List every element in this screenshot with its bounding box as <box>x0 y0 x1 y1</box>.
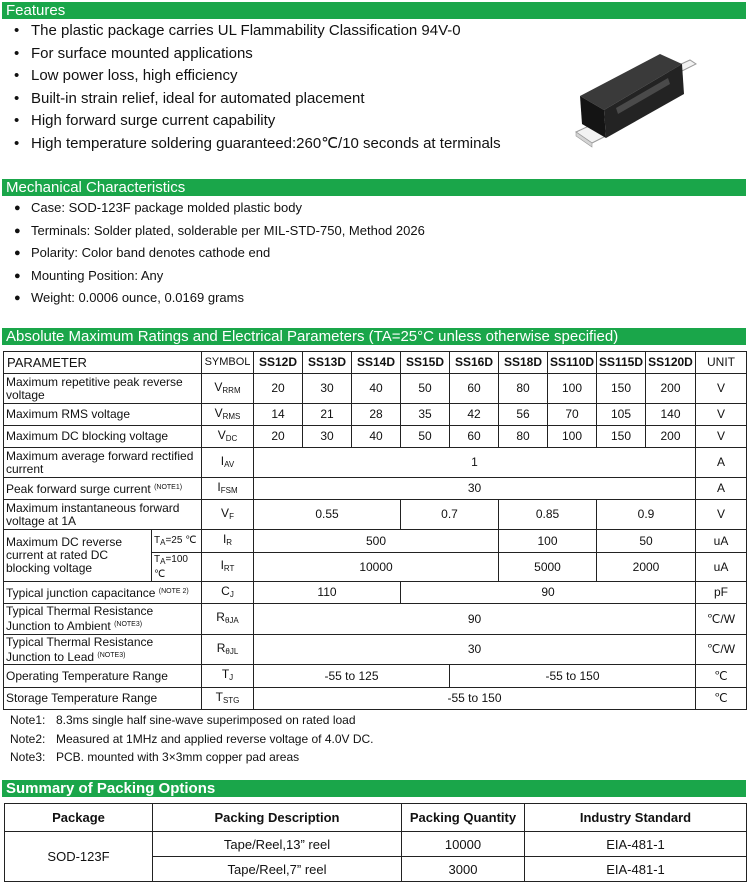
part-header: SS18D <box>499 352 548 374</box>
value-cell: 50 <box>597 530 696 553</box>
symbol-header: SYMBOL <box>202 352 254 374</box>
condition-cell: $T_A=100$ ℃ <box>152 553 202 582</box>
unit-cell: ℃ <box>696 665 747 688</box>
value-cell: 90 <box>254 604 696 635</box>
value-cell: 35 <box>401 404 450 426</box>
value-cell: 110 <box>254 582 401 604</box>
param-label: Maximum DC reverse current at rated DC blocking voltage <box>4 530 152 582</box>
list-item: ● Polarity: Color band denotes cathode end <box>14 242 425 265</box>
unit-cell: V <box>696 374 747 404</box>
condition-cell: $T_A=25$ ℃ <box>152 530 202 553</box>
value-cell: 40 <box>352 426 401 448</box>
sod-123f-package-image <box>572 48 698 150</box>
description-header: Packing Description <box>153 804 402 832</box>
package-cell: SOD-123F <box>5 832 153 882</box>
description-cell: Tape/Reel,7” reel <box>153 857 402 882</box>
param-label: Typical junction capacitance $^{(NOTE 2)}$ <box>4 582 202 604</box>
table-row <box>4 530 747 553</box>
table-row <box>4 404 747 426</box>
symbol-cell: $V_F$ <box>202 500 254 530</box>
symbol-cell: $I_{FSM}$ <box>202 478 254 500</box>
symbol-cell: $V_{RRM}$ <box>202 374 254 404</box>
table-row <box>4 688 747 710</box>
unit-cell: ℃/W <box>696 635 747 665</box>
unit-cell: A <box>696 448 747 478</box>
value-cell: 5000 <box>499 553 597 582</box>
value-cell: 10000 <box>254 553 499 582</box>
value-cell: 100 <box>548 426 597 448</box>
part-header: SS16D <box>450 352 499 374</box>
quantity-cell: 10000 <box>402 832 525 857</box>
value-cell: 50 <box>401 374 450 404</box>
table-row <box>4 604 747 635</box>
part-header: SS14D <box>352 352 401 374</box>
value-cell: 2000 <box>597 553 696 582</box>
table-row <box>4 426 747 448</box>
standard-header: Industry Standard <box>525 804 747 832</box>
list-item: ● Terminals: Solder plated, solderable per MIL-STD-750, Method 2026 <box>14 220 425 243</box>
value-cell: 40 <box>352 374 401 404</box>
bullet-icon: • <box>14 89 20 107</box>
bullet-icon: ● <box>14 202 21 214</box>
unit-cell: A <box>696 478 747 500</box>
unit-cell: V <box>696 500 747 530</box>
table-header-row <box>4 352 747 374</box>
value-cell: 200 <box>646 374 696 404</box>
part-header: SS13D <box>303 352 352 374</box>
bullet-icon: • <box>14 134 20 152</box>
param-label: Maximum average forward rectified current <box>4 448 202 478</box>
symbol-cell: $T_{STG}$ <box>202 688 254 710</box>
bullet-icon: ● <box>14 292 21 305</box>
standard-cell: EIA-481-1 <box>525 832 747 857</box>
note-row: Note1: 8.3ms single half sine-wave superimposed on rated load <box>10 713 356 727</box>
table-header-row <box>5 804 747 832</box>
value-cell: 20 <box>254 374 303 404</box>
mechanical-list <box>14 197 425 310</box>
value-cell: 50 <box>401 426 450 448</box>
symbol-cell: $I_{AV}$ <box>202 448 254 478</box>
param-label: Typical Thermal Resistance Junction to Lead $^{(NOTE3)}$ <box>4 635 202 665</box>
value-cell: 140 <box>646 404 696 426</box>
part-header: SS12D <box>254 352 303 374</box>
value-cell: -55 to 150 <box>254 688 696 710</box>
value-cell: -55 to 125 <box>254 665 450 688</box>
unit-cell: ℃ <box>696 688 747 710</box>
list-item: ● Case: SOD-123F package molded plastic body <box>14 197 425 220</box>
packing-heading: Summary of Packing Options <box>2 780 746 797</box>
value-cell: 42 <box>450 404 499 426</box>
param-label: Maximum repetitive peak reverse voltage <box>4 374 202 404</box>
param-label: Maximum instantaneous forward voltage at 1A <box>4 500 202 530</box>
list-item: • High temperature soldering guaranteed:260℃/10 seconds at terminals <box>14 133 501 156</box>
symbol-cell: $T_J$ <box>202 665 254 688</box>
unit-header: UNIT <box>696 352 747 374</box>
value-cell: 80 <box>499 426 548 448</box>
value-cell: 100 <box>499 530 597 553</box>
value-cell: 28 <box>352 404 401 426</box>
symbol-cell: $V_{RMS}$ <box>202 404 254 426</box>
mechanical-heading: Mechanical Characteristics <box>2 179 746 196</box>
value-cell: 1 <box>254 448 696 478</box>
table-row <box>4 478 747 500</box>
symbol-cell: $I_R$ <box>202 530 254 553</box>
list-item: ● Weight: 0.0006 ounce, 0.0169 grams <box>14 287 425 310</box>
list-item: ● Mounting Position: Any <box>14 265 425 288</box>
list-item: • For surface mounted applications <box>14 43 501 66</box>
unit-cell: V <box>696 426 747 448</box>
value-cell: 200 <box>646 426 696 448</box>
value-cell: 0.85 <box>499 500 597 530</box>
table-row <box>4 582 747 604</box>
parameter-header: PARAMETER <box>4 352 202 374</box>
packing-table <box>4 803 747 882</box>
value-cell: -55 to 150 <box>450 665 696 688</box>
list-item: • Built-in strain relief, ideal for automated placement <box>14 88 501 111</box>
value-cell: 30 <box>303 426 352 448</box>
unit-cell: pF <box>696 582 747 604</box>
part-header: SS120D <box>646 352 696 374</box>
standard-cell: EIA-481-1 <box>525 857 747 882</box>
param-label: Operating Temperature Range <box>4 665 202 688</box>
unit-cell: uA <box>696 530 747 553</box>
value-cell: 500 <box>254 530 499 553</box>
value-cell: 56 <box>499 404 548 426</box>
value-cell: 100 <box>548 374 597 404</box>
table-row <box>5 832 747 857</box>
symbol-cell: $V_{DC}$ <box>202 426 254 448</box>
unit-cell: ℃/W <box>696 604 747 635</box>
quantity-cell: 3000 <box>402 857 525 882</box>
value-cell: 14 <box>254 404 303 426</box>
list-item: • The plastic package carries UL Flammability Classification 94V-0 <box>14 20 501 43</box>
table-row <box>4 665 747 688</box>
value-cell: 105 <box>597 404 646 426</box>
table-row <box>4 448 747 478</box>
table-row <box>4 374 747 404</box>
description-cell: Tape/Reel,13” reel <box>153 832 402 857</box>
symbol-cell: $I_{RT}$ <box>202 553 254 582</box>
ratings-heading: Absolute Maximum Ratings and Electrical Parameters (TA=25°C unless otherwise specified) <box>2 328 746 345</box>
value-cell: 60 <box>450 426 499 448</box>
value-cell: 150 <box>597 374 646 404</box>
value-cell: 20 <box>254 426 303 448</box>
bullet-icon: ● <box>14 269 21 282</box>
unit-cell: uA <box>696 553 747 582</box>
value-cell: 80 <box>499 374 548 404</box>
value-cell: 0.55 <box>254 500 401 530</box>
param-label: Maximum DC blocking voltage <box>4 426 202 448</box>
quantity-header: Packing Quantity <box>402 804 525 832</box>
ratings-table <box>3 351 747 710</box>
bullet-icon: • <box>14 112 20 130</box>
table-row <box>4 635 747 665</box>
bullet-icon: ● <box>14 247 21 260</box>
bullet-icon: • <box>14 67 20 85</box>
part-header: SS110D <box>548 352 597 374</box>
value-cell: 60 <box>450 374 499 404</box>
note-row: Note2: Measured at 1MHz and applied reverse voltage of 4.0V DC. <box>10 731 374 746</box>
bullet-icon: • <box>14 22 20 39</box>
list-item: • High forward surge current capability <box>14 110 501 133</box>
symbol-cell: $C_J$ <box>202 582 254 604</box>
part-header: SS115D <box>597 352 646 374</box>
package-header: Package <box>5 804 153 832</box>
value-cell: 70 <box>548 404 597 426</box>
bullet-icon: ● <box>14 224 21 237</box>
value-cell: 90 <box>401 582 696 604</box>
list-item: • Low power loss, high efficiency <box>14 65 501 88</box>
value-cell: 0.7 <box>401 500 499 530</box>
param-label: Maximum RMS voltage <box>4 404 202 426</box>
value-cell: 0.9 <box>597 500 696 530</box>
notes <box>10 711 374 767</box>
value-cell: 30 <box>254 478 696 500</box>
symbol-cell: $R_{\theta JA}$ <box>202 604 254 635</box>
table-row <box>4 500 747 530</box>
part-header: SS15D <box>401 352 450 374</box>
value-cell: 21 <box>303 404 352 426</box>
param-label: Peak forward surge current $^{(NOTE1)}$ <box>4 478 202 500</box>
bullet-icon: • <box>14 44 20 62</box>
param-label: Typical Thermal Resistance Junction to Ambient $^{(NOTE3)}$ <box>4 604 202 635</box>
value-cell: 30 <box>303 374 352 404</box>
features-list <box>14 20 501 156</box>
features-heading: Features <box>2 2 746 19</box>
symbol-cell: $R_{\theta JL}$ <box>202 635 254 665</box>
note-row: Note3: PCB. mounted with 3×3mm copper pad areas <box>10 750 300 764</box>
param-label: Storage Temperature Range <box>4 688 202 710</box>
unit-cell: V <box>696 404 747 426</box>
value-cell: 30 <box>254 635 696 665</box>
value-cell: 150 <box>597 426 646 448</box>
